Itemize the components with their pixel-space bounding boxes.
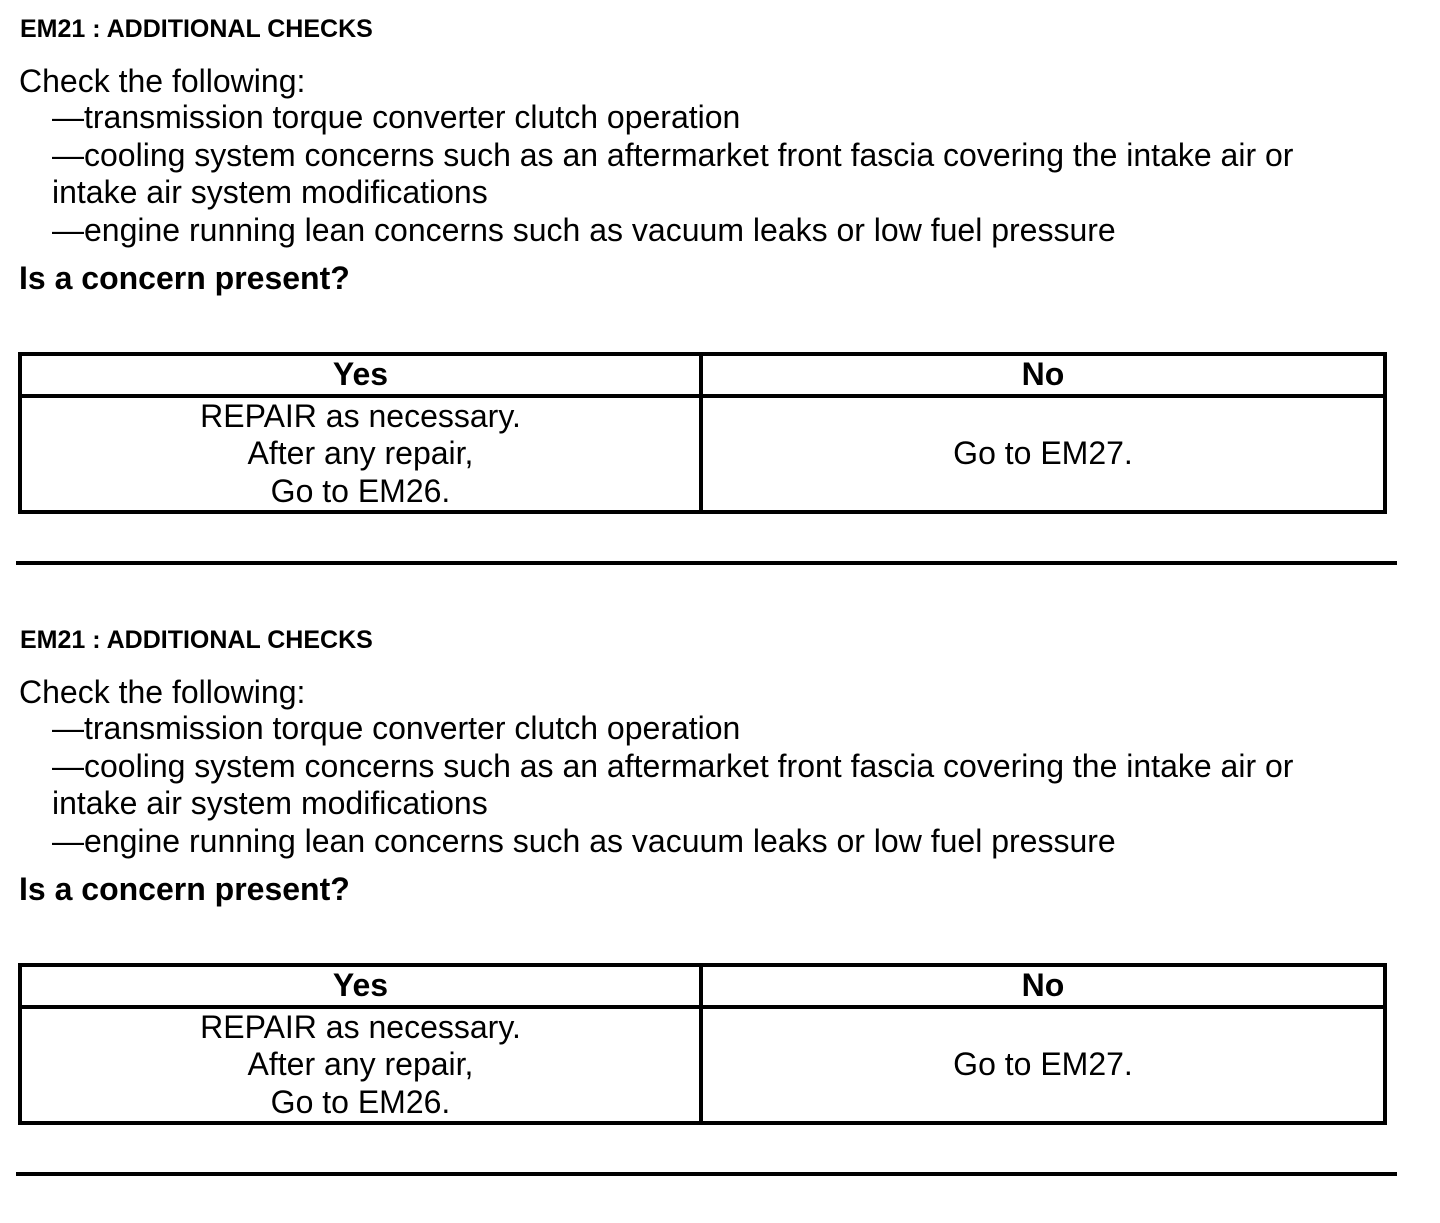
yes-action-cell: [20, 396, 701, 513]
section-divider: [16, 1172, 1397, 1176]
step-question: Is a concern present?: [19, 871, 350, 907]
yes-action-line: Go to EM26.: [270, 472, 451, 509]
table-header-row: [20, 965, 1385, 1007]
section-divider: [16, 561, 1397, 565]
check-item: —cooling system concerns such as an aftermarket front fascia covering the intake air or intake air system modifications: [52, 747, 1294, 821]
check-item: —engine running lean concerns such as vacuum leaks or low fuel pressure: [52, 211, 1116, 248]
check-intro: Check the following:: [19, 674, 306, 710]
no-header: No: [701, 965, 1385, 1007]
no-action-cell: Go to EM27.: [701, 396, 1385, 513]
yes-action-line: Go to EM26.: [270, 1083, 451, 1120]
step-title: EM21 : ADDITIONAL CHECKS: [20, 626, 373, 654]
check-item: —engine running lean concerns such as vacuum leaks or low fuel pressure: [52, 822, 1116, 859]
yes-header: Yes: [20, 354, 701, 396]
check-list: [52, 710, 1382, 860]
step-title: EM21 : ADDITIONAL CHECKS: [20, 15, 373, 43]
table-header-row: [20, 354, 1385, 396]
check-item: —cooling system concerns such as an aftermarket front fascia covering the intake air or intake air system modifications: [52, 136, 1294, 210]
result-table: [18, 963, 1387, 1125]
yes-action-line: REPAIR as necessary.: [200, 1008, 521, 1045]
diagnostic-step-section: [0, 611, 1440, 1223]
check-intro: Check the following:: [19, 63, 306, 99]
table-row: [20, 1007, 1385, 1124]
yes-action-line: REPAIR as necessary.: [200, 397, 521, 434]
table-row: [20, 396, 1385, 513]
yes-action-cell: [20, 1007, 701, 1124]
yes-header: Yes: [20, 965, 701, 1007]
check-item: —transmission torque converter clutch operation: [52, 710, 741, 746]
yes-action-line: After any repair,: [247, 435, 474, 471]
check-item: —transmission torque converter clutch operation: [52, 99, 741, 135]
check-list: [52, 99, 1382, 249]
result-table: [18, 352, 1387, 514]
no-action-cell: Go to EM27.: [701, 1007, 1385, 1124]
yes-action-line: After any repair,: [247, 1046, 474, 1082]
step-question: Is a concern present?: [19, 260, 350, 296]
no-header: No: [701, 354, 1385, 396]
